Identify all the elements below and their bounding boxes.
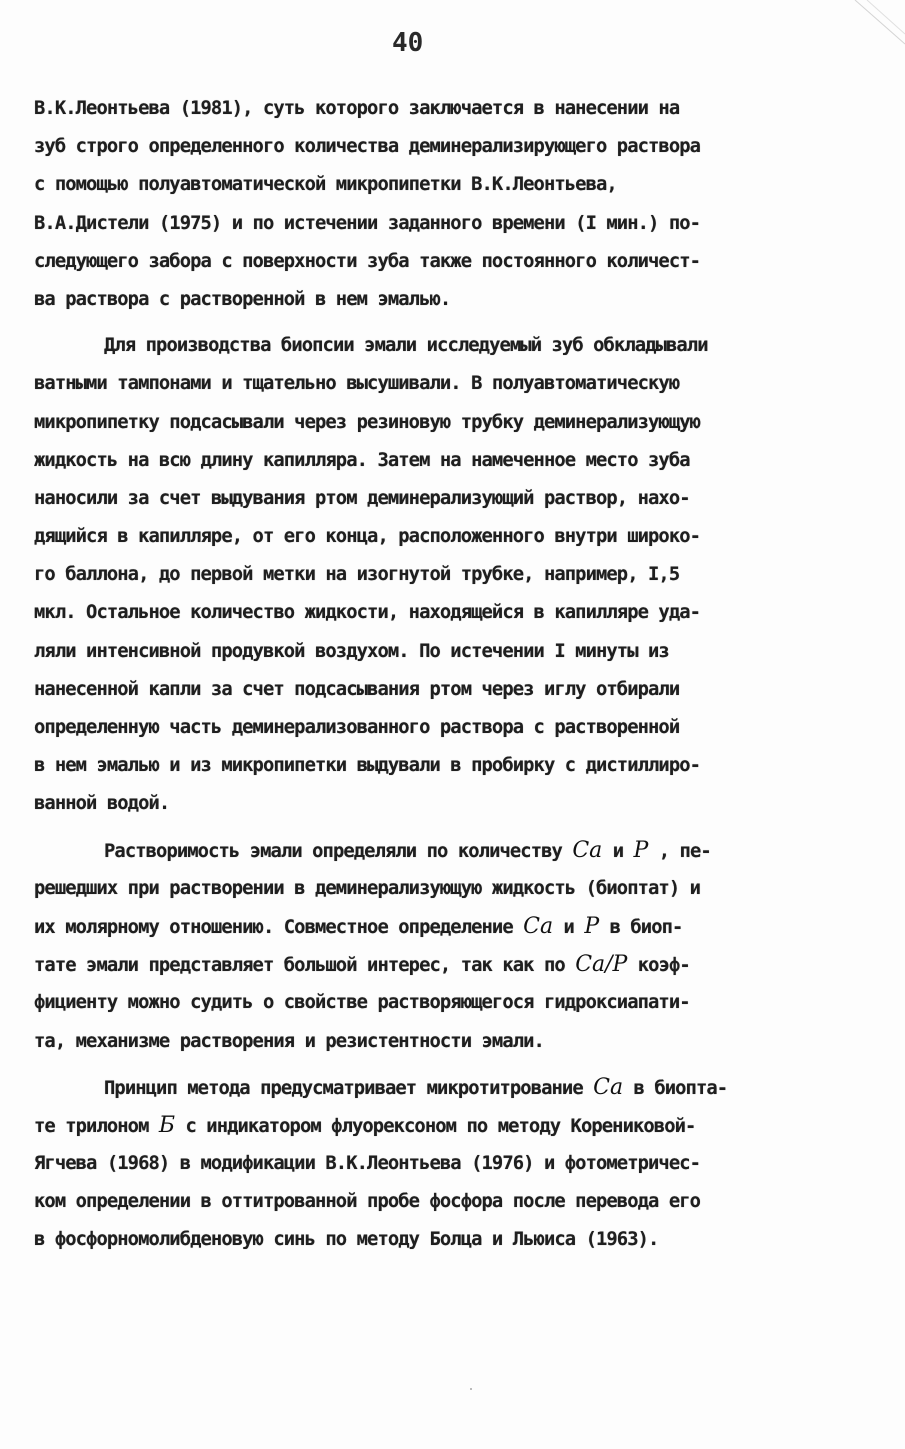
text-line: [34, 747, 868, 785]
typed-text: та, механизме растворения и резистентности эмали.: [34, 1030, 544, 1052]
handwritten-symbol: Б: [158, 1112, 176, 1138]
typed-text: наносили за счет выдувания ртом деминерализующий раствор, нахо-: [34, 487, 690, 509]
typed-text: микропипетку подсасывали через резиновую трубку деминерализующую: [34, 411, 701, 433]
typed-text: Ягчева (1968) в модификации В.К.Леонтьева (1976) и фотометричес-: [34, 1153, 701, 1175]
text-line: [34, 709, 868, 747]
text-line: [34, 984, 868, 1022]
typed-text: Принцип метода предусматривает микротитрование: [104, 1077, 594, 1099]
typed-text: и: [602, 840, 634, 862]
text-line: [34, 1023, 868, 1061]
paragraph: [34, 1069, 868, 1260]
text-line: [34, 365, 868, 403]
paragraph: [34, 832, 868, 1061]
typed-text: Для производства биопсии эмали исследуемый зуб обкладывали: [104, 335, 708, 357]
paragraph-gap: [34, 1061, 868, 1069]
text-line: [34, 281, 868, 319]
handwritten-symbol: Ca: [572, 837, 603, 863]
handwritten-symbol: Ca: [523, 913, 554, 939]
typed-text: ком определении в оттитрованной пробе фосфора после перевода его: [34, 1191, 701, 1213]
text-line: [34, 832, 868, 870]
page-corner-scratch: [845, 0, 905, 60]
text-line: [34, 1107, 868, 1145]
text-line: [34, 205, 868, 243]
typed-text: в биоп-: [599, 916, 683, 938]
page-number: 40: [392, 28, 424, 58]
typed-text: , пе-: [648, 840, 711, 862]
typed-text: в фосфорномолибденовую синь по методу Болца и Льюиса (1963).: [34, 1229, 659, 1251]
handwritten-symbol: Ca/P: [575, 952, 628, 978]
typed-text: их молярному отношению. Совместное определение: [34, 916, 524, 938]
text-line: [34, 404, 868, 442]
typed-text: тате эмали представляет большой интерес, так как по: [34, 955, 576, 977]
text-line: [34, 556, 868, 594]
typed-text: го баллона, до первой метки на изогнутой трубке, например, I,5: [34, 564, 680, 586]
text-line: [34, 671, 868, 709]
typed-text: ва раствора с растворенной в нем эмалью.: [34, 288, 451, 310]
scan-speck: [470, 1388, 472, 1390]
typed-text: ванной водой.: [34, 793, 170, 815]
handwritten-symbol: P: [584, 913, 600, 939]
typed-text: следующего забора с поверхности зуба также постоянного количест-: [34, 250, 701, 272]
paragraph-gap: [34, 824, 868, 832]
typed-text: с помощью полуавтоматической микропипетки В.К.Леонтьева,: [34, 174, 617, 196]
typed-text: дящийся в капилляре, от его конца, расположенного внутри широко-: [34, 526, 701, 548]
typed-text: зуб строго определенного количества деминерализирующего раствора: [34, 136, 701, 158]
text-line: [34, 1221, 868, 1259]
text-line: [34, 1145, 868, 1183]
typed-text: в нем эмалью и из микропипетки выдували в пробирку с дистиллиро-: [34, 755, 701, 777]
text-line: [34, 243, 868, 281]
text-line: [34, 518, 868, 556]
text-line: [34, 1069, 868, 1107]
text-line: [34, 946, 868, 984]
body-text: [34, 90, 868, 1260]
typed-text: нанесенной капли за счет подсасывания ртом через иглу отбирали: [34, 678, 680, 700]
paragraph-gap: [34, 319, 868, 327]
typed-text: с индикатором флуорексоном по методу Корениковой-: [175, 1115, 696, 1137]
text-line: [34, 785, 868, 823]
text-line: [34, 1183, 868, 1221]
typed-text: мкл. Остальное количество жидкости, находящейся в капилляре уда-: [34, 602, 701, 624]
typed-text: жидкость на всю длину капилляра. Затем на намеченное место зуба: [34, 449, 690, 471]
text-line: [34, 442, 868, 480]
text-line: [34, 908, 868, 946]
text-line: [34, 480, 868, 518]
handwritten-symbol: Ca: [593, 1074, 624, 1100]
text-line: [34, 90, 868, 128]
typed-text: те трилоном: [34, 1115, 159, 1137]
typed-text: коэф-: [627, 955, 690, 977]
typed-text: определенную часть деминерализованного раствора с растворенной: [34, 717, 680, 738]
typed-text: ляли интенсивной продувкой воздухом. По истечении I минуты из: [34, 640, 669, 662]
text-line: [34, 128, 868, 166]
paragraph: [34, 90, 868, 319]
paragraph: [34, 327, 868, 823]
typed-text: ватными тампонами и тщательно высушивали. В полуавтоматическую: [34, 373, 680, 395]
typed-text: в биопта-: [623, 1077, 728, 1099]
text-line: [34, 327, 868, 365]
typed-text: Растворимость эмали определяли по количеству: [104, 840, 573, 862]
typed-text: и: [553, 916, 585, 938]
typed-text: решедших при растворении в деминерализующую жидкость (биоптат) и: [34, 877, 701, 899]
text-line: [34, 870, 868, 908]
typed-text: В.А.Дистели (1975) и по истечении заданного времени (I мин.) по-: [34, 212, 701, 234]
text-line: [34, 633, 868, 671]
handwritten-symbol: P: [633, 837, 649, 863]
typed-text: В.К.Леонтьева (1981), суть которого заключается в нанесении на: [34, 98, 680, 119]
text-line: [34, 166, 868, 204]
text-line: [34, 594, 868, 632]
typed-text: фициенту можно судить о свойстве растворяющегося гидроксиапати-: [34, 992, 690, 1014]
